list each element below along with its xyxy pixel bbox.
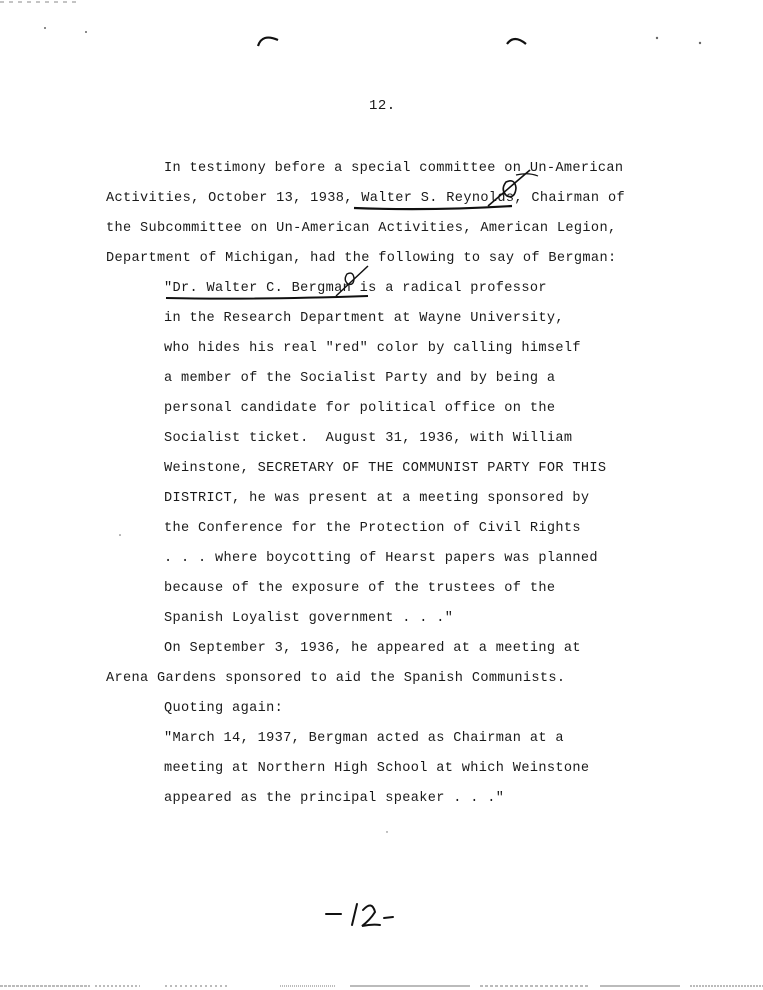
quote-line-4: a member of the Socialist Party and by being a	[164, 371, 556, 386]
quote-line-12: Spanish Loyalist government . . ."	[164, 611, 454, 626]
body-line-3: the Subcommittee on Un-American Activities, American Legion,	[106, 221, 617, 236]
quote-line-1: "Dr. Walter C. Bergman is a radical professor	[164, 281, 547, 296]
body-line-7: Quoting again:	[164, 701, 284, 716]
body-line-5: On September 3, 1936, he appeared at a meeting at	[164, 641, 581, 656]
quote-line-10: . . . where boycotting of Hearst papers was planned	[164, 551, 598, 566]
quote-line-7: Weinstone, SECRETARY OF THE COMMUNIST PARTY FOR THIS	[164, 461, 607, 476]
body-line-2: Activities, October 13, 1938, Walter S. Reynolds, Chairman of	[106, 191, 625, 206]
quote-line-15: appeared as the principal speaker . . ."	[164, 791, 505, 806]
quote-line-11: because of the exposure of the trustees of the	[164, 581, 556, 596]
quote-line-13: "March 14, 1937, Bergman acted as Chairman at a	[164, 731, 564, 746]
quote-line-3: who hides his real "red" color by calling himself	[164, 341, 581, 356]
quote-line-5: personal candidate for political office on the	[164, 401, 556, 416]
body-line-6: Arena Gardens sponsored to aid the Spanish Communists.	[106, 671, 566, 686]
quote-line-9: the Conference for the Protection of Civil Rights	[164, 521, 581, 536]
quote-line-2: in the Research Department at Wayne University,	[164, 311, 564, 326]
page-number: 12.	[369, 98, 396, 114]
body-line-1: In testimony before a special committee on Un-American	[164, 161, 624, 176]
quote-line-14: meeting at Northern High School at which Weinstone	[164, 761, 590, 776]
quote-line-6: Socialist ticket. August 31, 1936, with William	[164, 431, 573, 446]
quote-line-8: DISTRICT, he was present at a meeting sponsored by	[164, 491, 590, 506]
body-line-4: Department of Michigan, had the following to say of Bergman:	[106, 251, 617, 266]
